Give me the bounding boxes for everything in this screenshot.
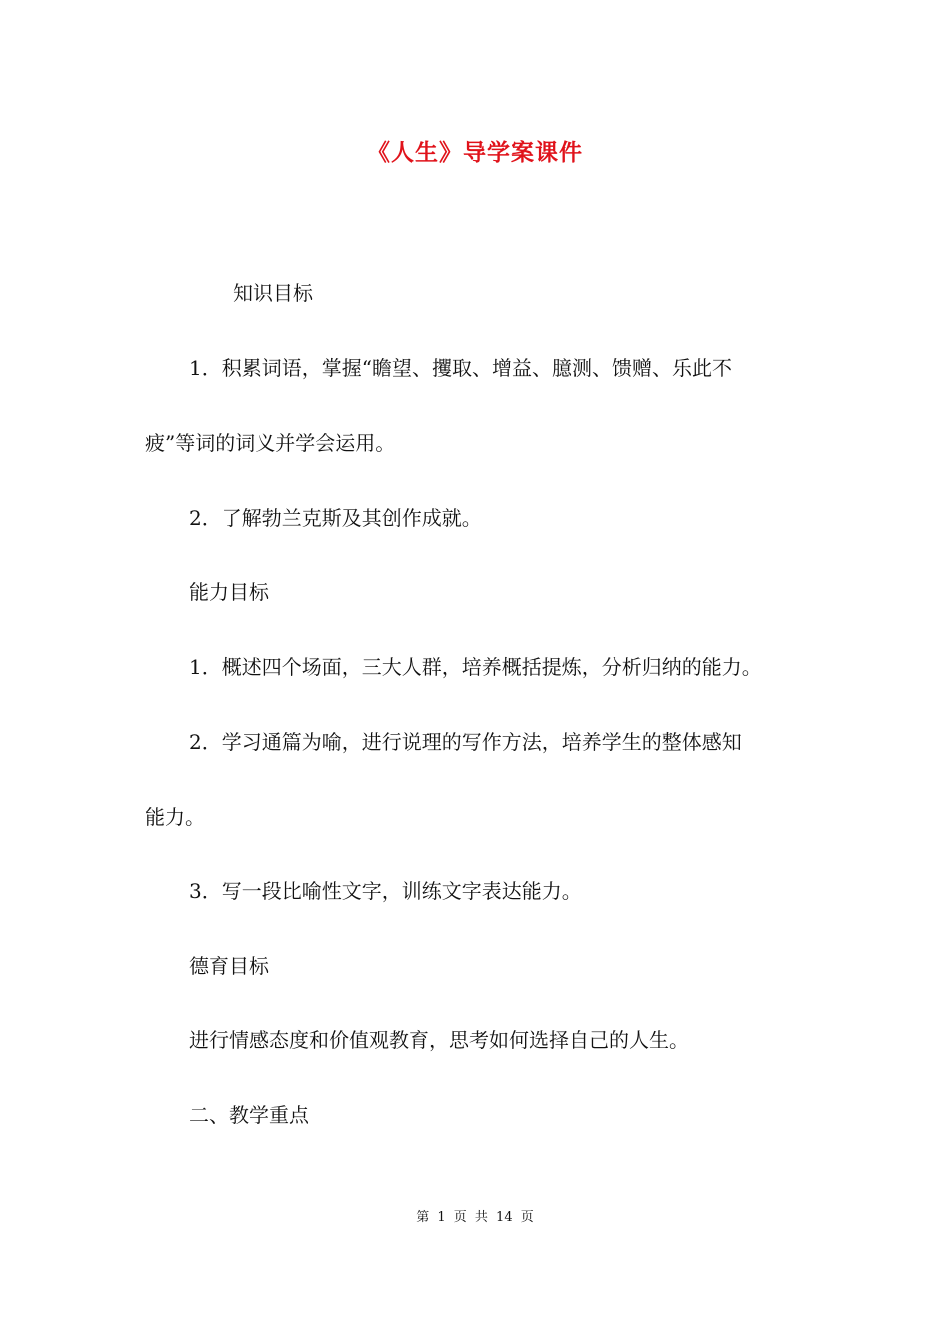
paragraph: 2．了解勃兰克斯及其创作成就。 — [189, 506, 482, 530]
paragraph: 1．概述四个场面，三大人群，培养概括提炼，分析归纳的能力。 — [189, 655, 762, 679]
paragraph: 3．写一段比喻性文字，训练文字表达能力。 — [189, 879, 582, 903]
section-heading-ability: 能力目标 — [189, 580, 269, 604]
paragraph-continuation: 疲”等词的词义并学会运用。 — [145, 431, 396, 455]
section-heading-moral: 德育目标 — [189, 954, 269, 978]
page-footer: 第 1 页 共 14 页 — [416, 1210, 534, 1225]
paragraph: 进行情感态度和价值观教育，思考如何选择自己的人生。 — [189, 1028, 689, 1052]
paragraph: 1．积累词语，掌握“瞻望、攫取、增益、臆测、馈赠、乐此不 — [189, 356, 732, 380]
paragraph: 2．学习通篇为喻，进行说理的写作方法，培养学生的整体感知 — [189, 730, 742, 754]
section-heading-knowledge: 知识目标 — [233, 281, 313, 305]
paragraph-continuation: 能力。 — [145, 805, 205, 829]
document-title: 《人生》导学案课件 — [367, 140, 583, 166]
section-heading-key-points: 二、教学重点 — [189, 1103, 309, 1127]
